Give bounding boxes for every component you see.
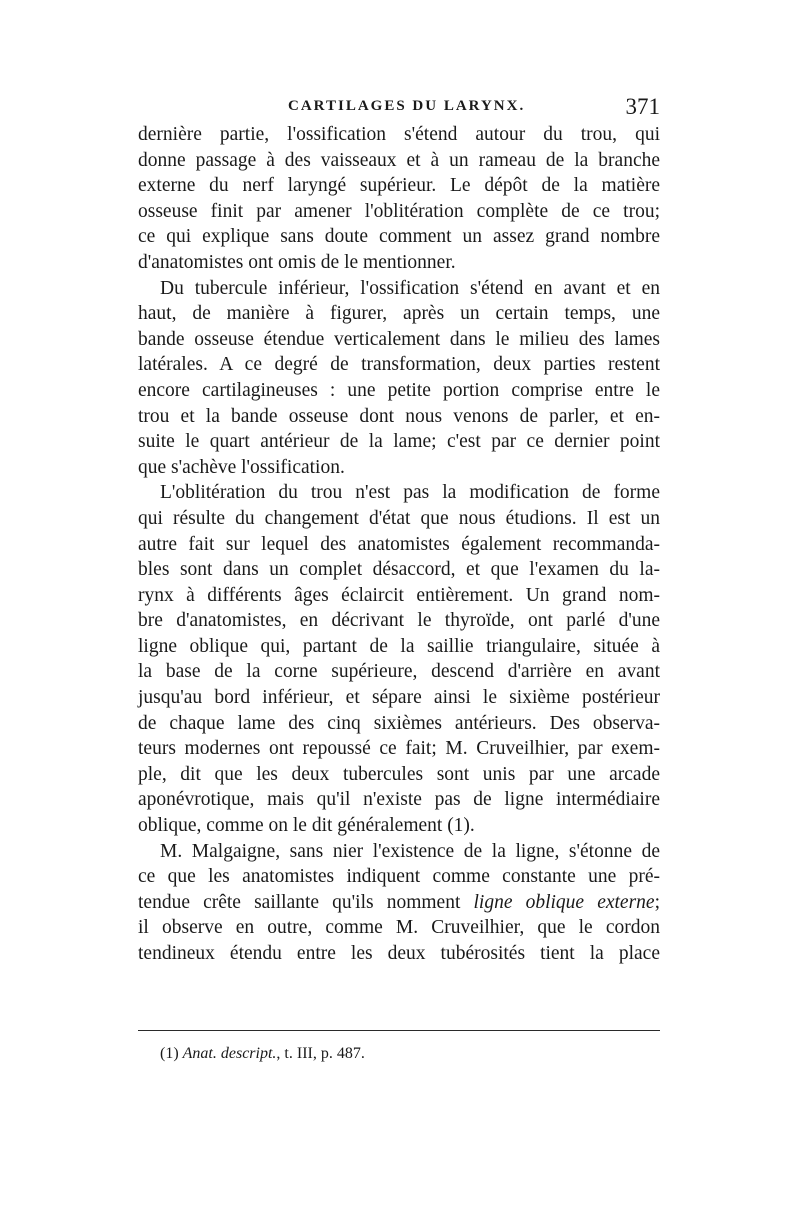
text-line: bles sont dans un complet désaccord, et que l'examen du la- bbox=[138, 559, 660, 581]
text-line: autre fait sur lequel des anatomistes également recommanda- bbox=[138, 533, 660, 555]
text-line: latérales. A ce degré de transformation, deux parties restent bbox=[138, 354, 660, 376]
text-line: aponévrotique, mais qu'il n'existe pas de ligne intermédiaire bbox=[138, 789, 660, 811]
text-line: bre d'anatomistes, en décrivant le thyroïde, ont parlé d'une bbox=[138, 610, 660, 632]
text-line: oblique, comme on le dit généralement (1). bbox=[138, 815, 475, 837]
text-line: ce qui explique sans doute comment un assez grand nombre bbox=[138, 226, 660, 248]
text-line: que s'achève l'ossification. bbox=[138, 456, 345, 478]
paragraph-2 bbox=[138, 276, 660, 481]
footnote-marker: (1) bbox=[160, 1045, 179, 1062]
footnote-divider bbox=[138, 1030, 660, 1031]
running-head bbox=[138, 94, 660, 122]
italic-line-suffix: ; bbox=[654, 891, 660, 913]
text-line: teurs modernes ont repoussé ce fait; M. Cruveilhier, par exem- bbox=[138, 738, 660, 760]
text-line: il observe en outre, comme M. Cruveilhier, que le cordon bbox=[138, 917, 660, 939]
text-line: ple, dit que les deux tubercules sont unis par une arcade bbox=[138, 763, 660, 785]
text-line: jusqu'au bord inférieur, et sépare ainsi le sixième postérieur bbox=[138, 687, 660, 709]
text-line: qui résulte du changement d'état que nous étudions. Il est un bbox=[138, 507, 660, 529]
italic-term: ligne oblique externe bbox=[473, 891, 655, 913]
body-text bbox=[138, 122, 660, 967]
text-line: osseuse finit par amener l'oblitération complète de ce trou; bbox=[138, 200, 660, 222]
text-line: ligne oblique qui, partant de la saillie triangulaire, située à bbox=[138, 635, 660, 657]
text-line: donne passage à des vaisseaux et à un rameau de la branche bbox=[138, 149, 660, 171]
text-line: haut, de manière à figurer, après un certain temps, une bbox=[138, 303, 660, 325]
page-number: 371 bbox=[625, 94, 660, 119]
footnote-reference: , t. III, p. 487. bbox=[276, 1045, 365, 1062]
paragraph-4 bbox=[138, 839, 660, 967]
footnote-source: Anat. descript. bbox=[182, 1045, 277, 1062]
text-line: ce que les anatomistes indiquent comme constante une pré- bbox=[138, 866, 660, 888]
text-line: L'oblitération du trou n'est pas la modification de forme bbox=[160, 482, 660, 504]
text-line: suite le quart antérieur de la lame; c'est par ce dernier point bbox=[138, 431, 660, 453]
running-title: CARTILAGES DU LARYNX. bbox=[288, 98, 526, 114]
text-line: M. Malgaigne, sans nier l'existence de la ligne, s'étonne de bbox=[160, 840, 660, 862]
text-line: Du tubercule inférieur, l'ossification s'étend en avant et en bbox=[160, 277, 660, 299]
paragraph-1 bbox=[138, 122, 660, 276]
text-line: externe du nerf laryngé supérieur. Le dépôt de la matière bbox=[138, 175, 660, 197]
text-line: d'anatomistes ont omis de le mentionner. bbox=[138, 251, 456, 273]
italic-line-prefix: tendue crête saillante qu'ils nomment bbox=[138, 891, 474, 913]
text-line: dernière partie, l'ossification s'étend autour du trou, qui bbox=[138, 124, 660, 145]
text-line: de chaque lame des cinq sixièmes antérieurs. Des observa- bbox=[138, 712, 660, 734]
text-line: bande osseuse étendue verticalement dans le milieu des lames bbox=[138, 328, 660, 350]
text-line: la base de la corne supérieure, descend d'arrière en avant bbox=[138, 661, 660, 683]
footnote bbox=[160, 1044, 365, 1064]
text-line: rynx à différents âges éclaircit entièrement. Un grand nom- bbox=[138, 584, 660, 606]
text-line-with-italic bbox=[138, 890, 660, 916]
paragraph-3 bbox=[138, 480, 660, 838]
text-line: trou et la bande osseuse dont nous venons de parler, et en- bbox=[138, 405, 660, 427]
text-line: encore cartilagineuses : une petite portion comprise entre le bbox=[138, 379, 660, 401]
text-line: tendineux étendu entre les deux tubérosités tient la place bbox=[138, 943, 660, 964]
